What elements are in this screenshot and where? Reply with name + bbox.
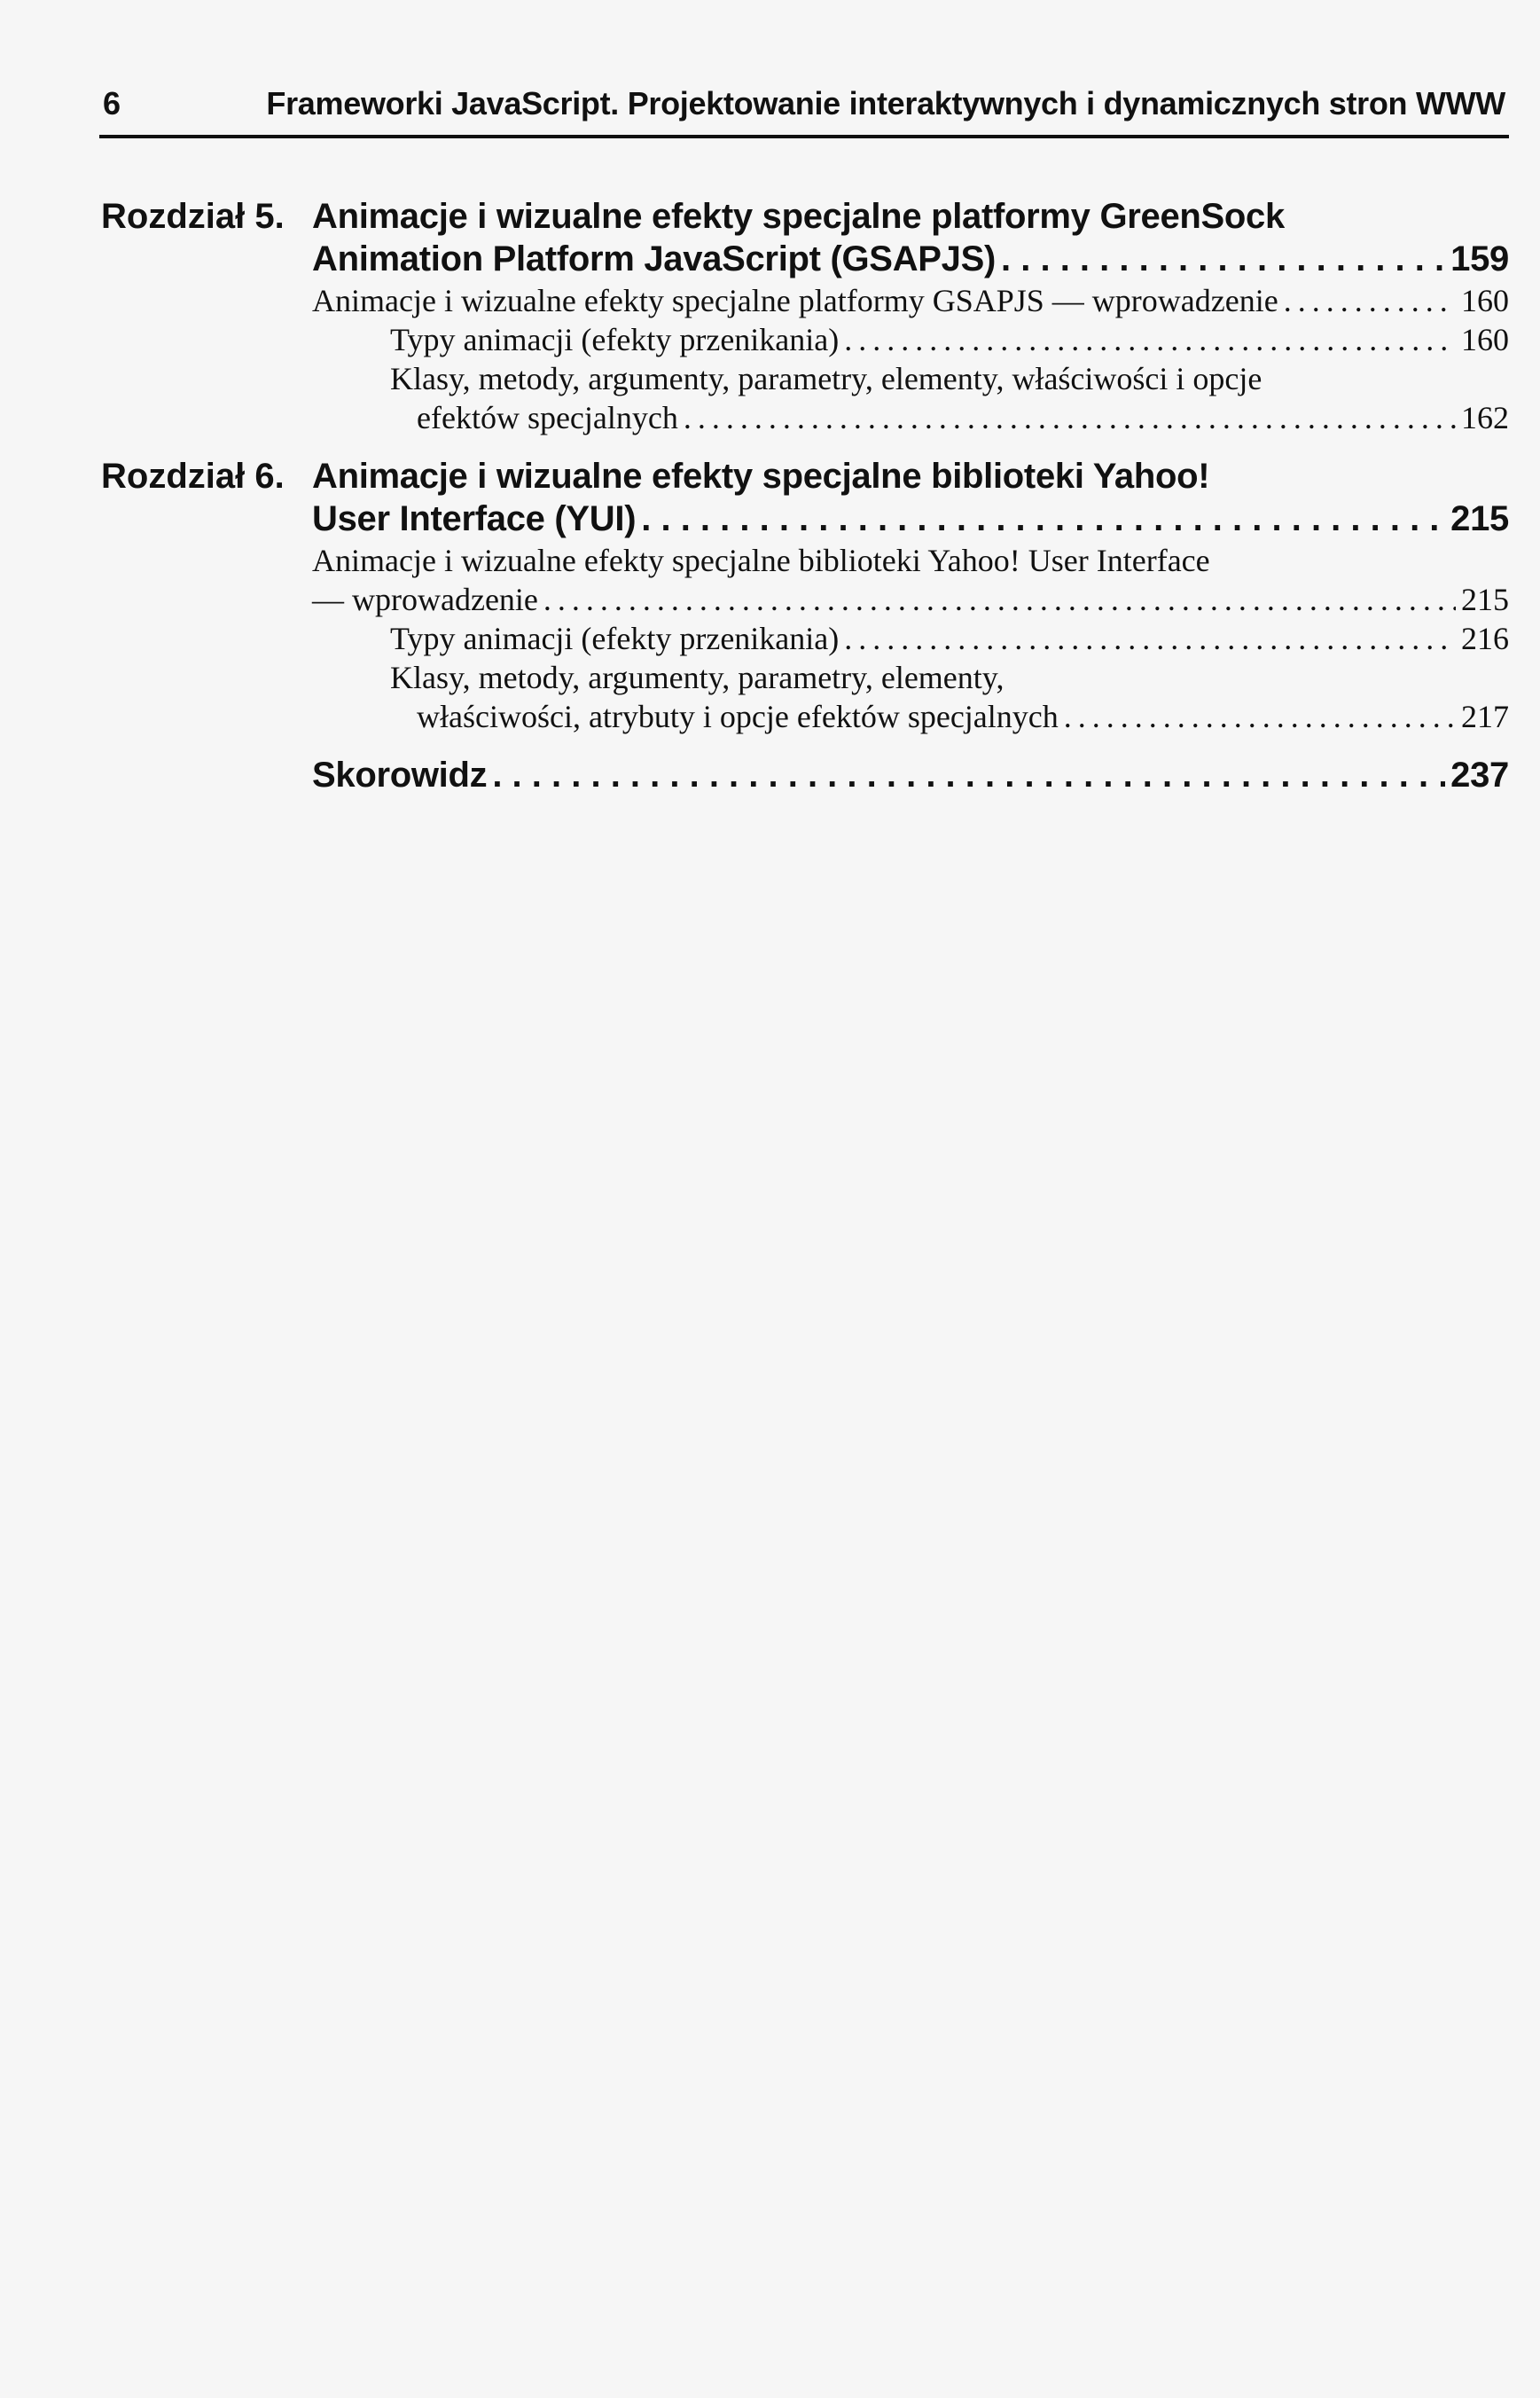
toc-entry[interactable] — [390, 321, 1509, 358]
toc-entry[interactable] — [312, 581, 1509, 618]
entry-text: Klasy, metody, argumenty, parametry, elementy, właściwości i opcje — [390, 361, 1262, 396]
book-title: Frameworki JavaScript. Projektowanie interaktywnych i dynamicznych stron WWW — [266, 85, 1505, 121]
toc-entry[interactable] — [417, 698, 1509, 735]
entry-page-number: 160 — [1461, 283, 1509, 318]
entry-page-number: 162 — [1461, 400, 1509, 435]
entry-text: Typy animacji (efekty przenikania) — [390, 621, 840, 656]
dot-leader — [1284, 282, 1456, 319]
index-page-number: 237 — [1450, 756, 1509, 795]
entry-page-number: 216 — [1461, 621, 1509, 656]
entry-text: efektów specjalnych — [417, 400, 678, 435]
chapter-title-text: Animation Platform JavaScript (GSAPJS) — [312, 239, 997, 278]
dot-leader — [684, 399, 1456, 436]
entry-page-number: 215 — [1461, 582, 1509, 617]
dot-leader — [543, 581, 1456, 618]
entry-page-number: 217 — [1461, 699, 1509, 734]
dot-leader — [1001, 239, 1445, 279]
index-entry[interactable] — [312, 756, 1509, 795]
chapter-page-number: 159 — [1450, 239, 1509, 278]
toc-entry[interactable] — [312, 282, 1509, 319]
entry-text: Animacje i wizualne efekty specjalne platformy GSAPJS — wprowadzenie — [312, 283, 1278, 318]
entry-text: Typy animacji (efekty przenikania) — [390, 322, 840, 357]
chapter-title-text: Animacje i wizualne efekty specjalne platformy GreenSock — [312, 197, 1285, 236]
entry-text: właściwości, atrybuty i opcje efektów specjalnych — [417, 699, 1059, 734]
chapter-6-label: Rozdział 6. — [101, 457, 285, 496]
toc-entry-line1 — [390, 659, 1509, 696]
running-header — [99, 85, 1509, 138]
dot-leader — [1064, 698, 1456, 735]
index-label: Skorowidz — [312, 756, 488, 795]
page-number: 6 — [103, 85, 121, 121]
entry-text: Klasy, metody, argumenty, parametry, elementy, — [390, 660, 1005, 695]
dot-leader — [844, 620, 1456, 657]
dot-leader — [641, 499, 1445, 539]
toc-entry-line1 — [312, 542, 1509, 579]
chapter-6-title-line2[interactable] — [312, 499, 1509, 539]
dot-leader — [492, 756, 1445, 795]
entry-page-number: 160 — [1461, 322, 1509, 357]
chapter-title-text: User Interface (YUI) — [312, 499, 637, 538]
entry-text: — wprowadzenie — [312, 582, 538, 617]
chapter-5-label: Rozdział 5. — [101, 197, 285, 236]
dot-leader — [844, 321, 1456, 358]
chapter-page-number: 215 — [1450, 499, 1509, 538]
chapter-5-title-line2[interactable] — [312, 239, 1509, 279]
chapter-title-text: Animacje i wizualne efekty specjalne biblioteki Yahoo! — [312, 457, 1210, 496]
toc-entry[interactable] — [390, 620, 1509, 657]
chapter-5-title-line1 — [312, 197, 1509, 237]
toc-entry[interactable] — [417, 399, 1509, 436]
chapter-6-title-line1 — [312, 457, 1509, 497]
toc-entry-line1 — [390, 360, 1509, 397]
entry-text: Animacje i wizualne efekty specjalne biblioteki Yahoo! User Interface — [312, 543, 1210, 578]
